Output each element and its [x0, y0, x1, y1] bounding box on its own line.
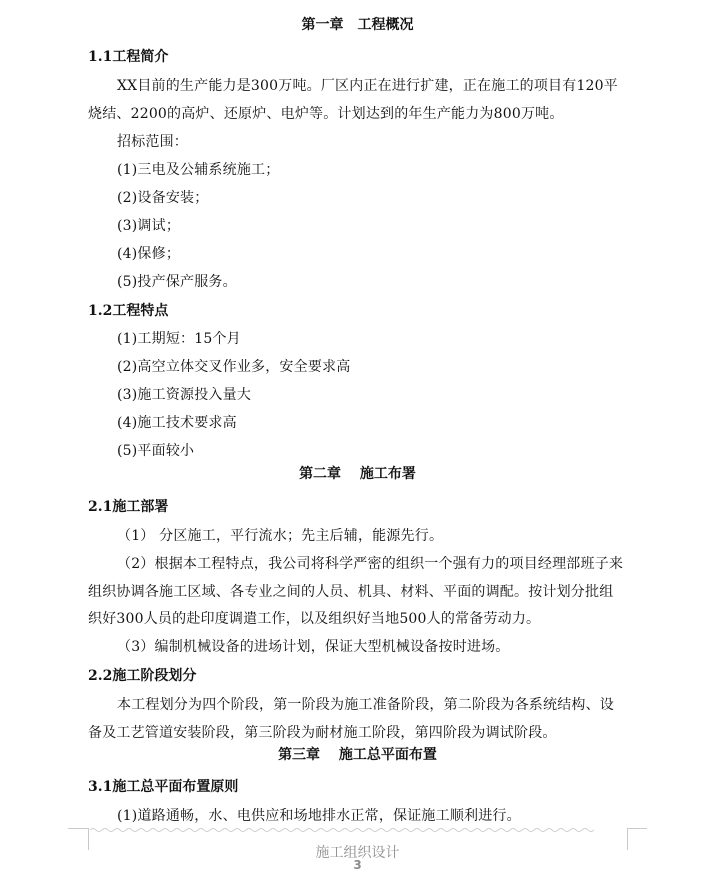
- section-2-2-heading: 2.2施工阶段划分: [88, 668, 197, 684]
- section-2-1-heading: 2.1施工部署: [88, 499, 169, 515]
- section-1-1-heading: 1.1工程简介: [88, 49, 169, 65]
- paragraph: 织好300人员的赴印度调遣工作，以及组织好当地500人的常备劳动力。: [88, 611, 541, 627]
- paragraph: 本工程划分为四个阶段，第一阶段为施工准备阶段，第二阶段为各系统结构、设: [117, 697, 614, 713]
- list-item: (5)平面较小: [117, 443, 195, 459]
- paragraph: XX目前的生产能力是300万吨。厂区内正在进行扩建，正在施工的项目有120平: [117, 78, 618, 94]
- list-item: (3)调试；: [117, 218, 181, 234]
- paragraph: （1） 分区施工，平行流水；先主后辅，能源先行。: [117, 528, 444, 544]
- chapter-3-title: 第三章 施工总平面布置: [278, 747, 437, 763]
- scope-label: 招标范围：: [117, 134, 188, 150]
- page-number: 3: [353, 858, 362, 872]
- list-item: (1)三电及公辅系统施工；: [117, 162, 280, 178]
- footer-corner-mark: [68, 828, 88, 829]
- list-item: (2)设备安装；: [117, 190, 209, 206]
- section-1-2-heading: 1.2工程特点: [88, 303, 169, 319]
- list-item: (1)工期短：15个月: [117, 331, 241, 347]
- list-item: (3)施工资源投入量大: [117, 387, 252, 403]
- paragraph: （2）根据本工程特点，我公司将科学严密的组织一个强有力的项目经理部班子来: [117, 556, 624, 572]
- section-3-1-heading: 3.1施工总平面布置原则: [88, 779, 239, 795]
- chapter-2-title: 第二章 施工布署: [299, 466, 416, 482]
- paragraph: 组织协调各施工区域、各专业之间的人员、机具、材料、平面的调配。按计划分批组: [88, 584, 614, 600]
- paragraph: 烧结、2200的高炉、还原炉、电炉等。计划达到的年生产能力为800万吨。: [88, 106, 564, 122]
- paragraph: （3）编制机械设备的进场计划，保证大型机械设备按时进场。: [117, 639, 510, 655]
- footer-wavy-rule: [90, 827, 626, 833]
- list-item: (4)保修；: [117, 246, 181, 262]
- footer-corner-mark: [627, 828, 647, 829]
- footer-title: 施工组织设计: [315, 845, 400, 861]
- list-item: (4)施工技术要求高: [117, 415, 237, 431]
- list-item: (5)投产保产服务。: [117, 274, 237, 290]
- paragraph: (1)道路通畅，水、电供应和场地排水正常，保证施工顺利进行。: [117, 808, 521, 824]
- paragraph: 备及工艺管道安装阶段，第三阶段为耐材施工阶段，第四阶段为调试阶段。: [88, 725, 557, 741]
- list-item: (2)高空立体交叉作业多，安全要求高: [117, 359, 351, 375]
- chapter-1-title: 第一章 工程概况: [301, 17, 414, 33]
